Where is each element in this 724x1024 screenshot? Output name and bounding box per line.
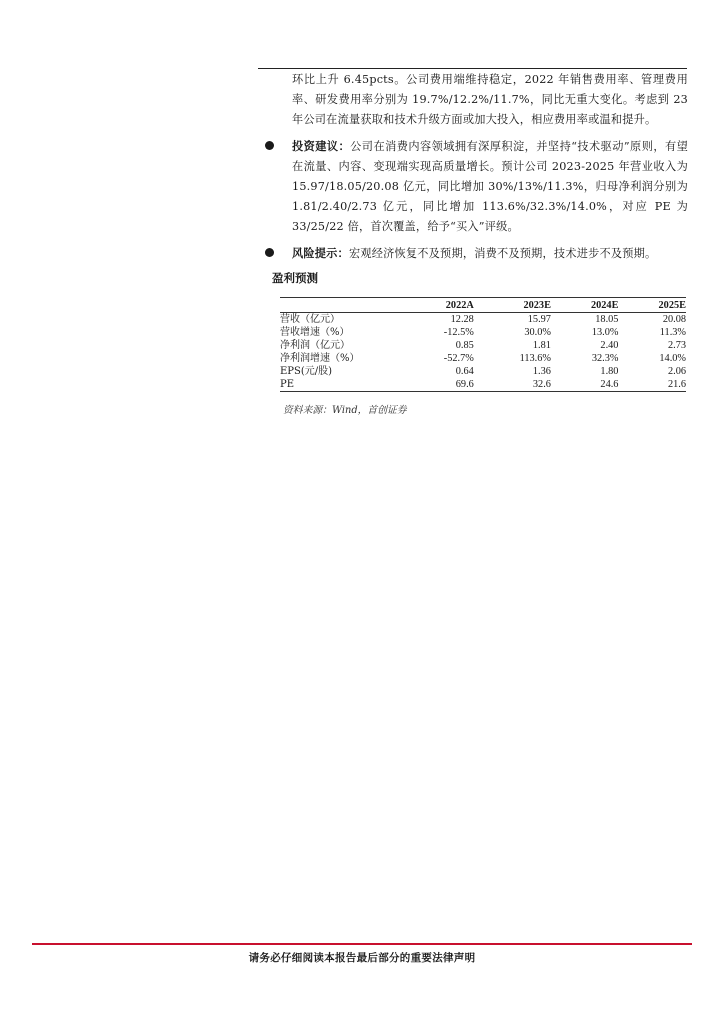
table-cell: -12.5% bbox=[443, 327, 474, 338]
earnings-forecast-table bbox=[280, 297, 686, 392]
table-row bbox=[280, 339, 686, 352]
table-cell: 0.64 bbox=[455, 366, 474, 377]
table-cell: 1.80 bbox=[600, 366, 619, 377]
row-label: 净利润（亿元） bbox=[280, 340, 350, 351]
table-cell: 18.05 bbox=[595, 314, 619, 325]
table-cell: 1.36 bbox=[532, 366, 551, 377]
risk-warning-label: 风险提示： bbox=[292, 246, 349, 260]
table-cell: 21.6 bbox=[618, 378, 686, 392]
table-cell: 32.6 bbox=[474, 378, 551, 392]
table-cell: 20.08 bbox=[662, 314, 686, 325]
risk-warning-item bbox=[258, 243, 688, 264]
table-cell: 1.81 bbox=[532, 340, 551, 351]
table-cell: 30.0% bbox=[524, 327, 551, 338]
table-row bbox=[280, 378, 686, 392]
footer-rule bbox=[32, 943, 692, 945]
row-label: EPS(元/股) bbox=[280, 366, 333, 377]
table-cell: 13.0% bbox=[591, 327, 619, 338]
row-label: 营收（亿元） bbox=[280, 314, 340, 325]
table-cell: 69.6 bbox=[400, 378, 474, 392]
table-row bbox=[280, 365, 686, 378]
table-cell: 2.40 bbox=[600, 340, 619, 351]
table-row bbox=[280, 326, 686, 339]
risk-warning-text: 宏观经济恢复不及预期，消费不及预期，技术进步不及预期。 bbox=[348, 247, 657, 260]
table-header-cell: 2025E bbox=[618, 298, 686, 313]
table-cell: 2.06 bbox=[667, 366, 686, 377]
investment-advice-item bbox=[258, 136, 688, 237]
table-header-cell: 2022A bbox=[400, 298, 474, 313]
table-header-row bbox=[280, 298, 686, 313]
investment-advice-label: 投资建议： bbox=[292, 139, 351, 153]
table-row bbox=[280, 352, 686, 365]
table-cell: 24.6 bbox=[551, 378, 619, 392]
table-header-cell: 2024E bbox=[551, 298, 619, 313]
table-header-cell: 2023E bbox=[474, 298, 551, 313]
top-rule bbox=[258, 68, 687, 69]
report-body bbox=[258, 70, 688, 286]
table-source-note: 资料来源：Wind，首创证券 bbox=[283, 405, 407, 416]
table-cell: 14.0% bbox=[659, 353, 686, 364]
table-cell: 11.3% bbox=[659, 327, 686, 338]
table-cell: 0.85 bbox=[455, 340, 474, 351]
table-title: 盈利预测 bbox=[272, 271, 318, 285]
bullet-icon bbox=[265, 248, 274, 257]
expense-paragraph: 环比上升 6.45pcts。公司费用端维持稳定，2022 年销售费用率、管理费用率、研发费用率分别为 19.7%/12.2%/11.7%，同比无重大变化。考虑到 23 年公司在流量获取和技术升级方面或加大投入，相应费用率或温和提升。 bbox=[292, 73, 688, 126]
table-cell: 15.97 bbox=[527, 314, 551, 325]
table-row bbox=[280, 313, 686, 327]
legal-disclaimer: 请务必仔细阅读本报告最后部分的重要法律声明 bbox=[248, 952, 476, 964]
table-cell: 2.73 bbox=[667, 340, 686, 351]
table-cell: 113.6% bbox=[519, 353, 551, 364]
investment-advice-text: 公司在消费内容领域拥有深厚积淀，并坚持“技术驱动”原则，有望在流量、内容、变现端实现高质量增长。预计公司 2023-2025 年营业收入为 15.97/18.05/20.08 亿元，同比增加 30%/13%/11.3%，归母净利润分别为 1.81/2.40/2.73 亿元，同比增加 113.6%/32.3%/14.0%，对应 PE 为 33/25/22 倍，首次覆盖，给予“买入”评级。 bbox=[292, 140, 688, 233]
row-label: 净利润增速（%） bbox=[280, 353, 360, 364]
row-label: PE bbox=[280, 378, 400, 392]
table-header-cell bbox=[280, 298, 400, 313]
table-cell: -52.7% bbox=[443, 353, 474, 364]
bullet-icon bbox=[265, 141, 274, 150]
row-label: 营收增速（%） bbox=[280, 327, 350, 338]
table-cell: 12.28 bbox=[450, 314, 474, 325]
table-cell: 32.3% bbox=[591, 353, 619, 364]
